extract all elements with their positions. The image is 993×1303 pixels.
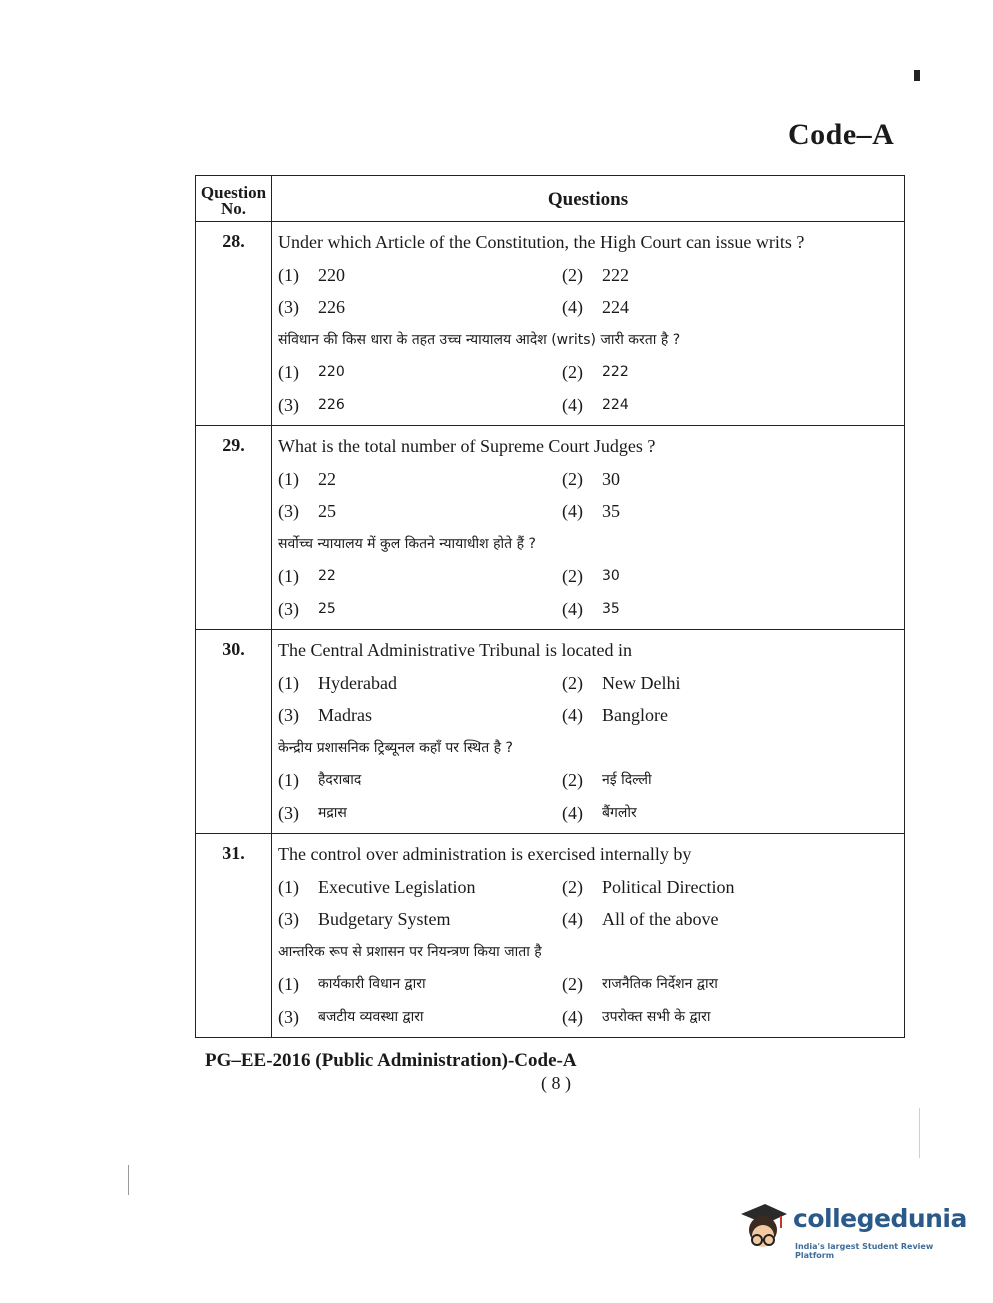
question-text-hindi: संविधान की किस धारा के तहत उच्च न्यायालय आदेश (writs) जारी करता है ?: [278, 331, 681, 348]
option-text: 224: [602, 396, 629, 413]
question-row: [196, 426, 904, 630]
option-number: (1): [278, 770, 299, 790]
question-text-english: The Central Administrative Tribunal is located in: [278, 640, 632, 660]
option-text: 25: [318, 600, 336, 617]
option: [562, 560, 620, 593]
option-text: 226: [318, 396, 345, 413]
option-number: (2): [562, 974, 583, 994]
option-text: 220: [318, 364, 345, 380]
option-number: (2): [562, 362, 583, 382]
option-number: (4): [562, 1006, 583, 1027]
option-text: 35: [602, 600, 620, 617]
question-text-english: What is the total number of Supreme Court Judges ?: [278, 436, 656, 456]
option: [562, 259, 629, 292]
question-row: [196, 630, 904, 834]
question-number: 31.: [196, 834, 272, 1037]
option: [562, 699, 668, 732]
option: [278, 903, 562, 936]
question-text-hindi: केन्द्रीय प्रशासनिक ट्रिब्यूनल कहाँ पर स्थित है ?: [278, 739, 513, 756]
question-text-hindi: सर्वोच्च न्यायालय में कुल कितने न्यायाधीश होते हैं ?: [278, 535, 536, 552]
option-text: बजटीय व्यवस्था द्वारा: [318, 1008, 424, 1025]
option-text: Hyderabad: [318, 672, 397, 693]
option: [562, 1001, 711, 1034]
corner-mark: [914, 70, 920, 81]
option-text: Budgetary System: [318, 909, 451, 929]
option-number: (1): [278, 468, 299, 489]
option-text: नई दिल्ली: [602, 772, 652, 788]
option: [278, 389, 562, 422]
option-number: (2): [562, 566, 583, 586]
option-number: (4): [562, 705, 583, 725]
option: [278, 871, 562, 904]
option-line: [278, 593, 896, 626]
option-number: (2): [562, 876, 583, 897]
option-number: (4): [562, 394, 583, 415]
option-text: New Delhi: [602, 672, 681, 693]
option: [562, 968, 718, 1001]
option: [562, 463, 620, 496]
option: [278, 667, 562, 700]
question-number: 30.: [196, 630, 272, 833]
option-line: [278, 699, 896, 732]
table-header: [196, 176, 904, 222]
option-number: (2): [562, 770, 583, 790]
option-number: (3): [278, 394, 299, 415]
option-line: [278, 389, 896, 422]
option-line: [278, 764, 896, 797]
option-text: 30: [602, 568, 620, 584]
option-text: 22: [318, 468, 336, 489]
margin-line: [128, 1165, 129, 1195]
question-number: 28.: [196, 222, 272, 425]
option-line: [278, 356, 896, 389]
option-text: Political Direction: [602, 876, 735, 897]
option: [562, 291, 629, 324]
option: [278, 593, 562, 626]
option-number: (2): [562, 468, 583, 489]
question-number: 29.: [196, 426, 272, 629]
option-text: राजनैतिक निर्देशन द्वारा: [602, 976, 718, 992]
question-row: [196, 222, 904, 426]
option-number: (3): [278, 1006, 299, 1027]
option-line: [278, 871, 896, 904]
option: [562, 903, 718, 936]
watermark-logo: [735, 1200, 965, 1260]
option: [278, 1001, 562, 1034]
option-text: 224: [602, 297, 629, 317]
option-line: [278, 968, 896, 1001]
option-text: Banglore: [602, 705, 668, 725]
page-number: ( 8 ): [541, 1073, 571, 1093]
option-number: (4): [562, 598, 583, 619]
column-header-questions: Questions: [547, 189, 629, 210]
question-body: [272, 834, 904, 1037]
option-number: (3): [278, 598, 299, 619]
option-line: [278, 291, 896, 324]
option-text: 222: [602, 364, 629, 380]
option-line: [278, 667, 896, 700]
option-text: 222: [602, 264, 629, 285]
option: [278, 764, 562, 797]
option-text: बैंगलोर: [602, 804, 637, 821]
question-rows: [196, 222, 904, 1037]
question-body: [272, 630, 904, 833]
option: [278, 463, 562, 496]
option: [562, 667, 680, 700]
option-line: [278, 560, 896, 593]
option-number: (3): [278, 501, 299, 521]
option-line: [278, 495, 896, 528]
option: [562, 764, 652, 797]
option-text: Executive Legislation: [318, 876, 476, 897]
paper-code-heading: Code–A: [788, 118, 895, 151]
option: [278, 968, 562, 1001]
option: [278, 356, 562, 389]
option: [278, 495, 562, 528]
option: [562, 797, 637, 830]
option-text: 22: [318, 568, 336, 584]
option: [562, 495, 620, 528]
option-number: (1): [278, 974, 299, 994]
option-number: (2): [562, 264, 583, 285]
option-text: 226: [318, 297, 345, 317]
mascot-icon: [735, 1200, 791, 1258]
option: [562, 871, 734, 904]
option-text: कार्यकारी विधान द्वारा: [318, 976, 426, 992]
option: [278, 291, 562, 324]
option-number: (2): [562, 672, 583, 693]
option-number: (4): [562, 909, 583, 929]
margin-line: [919, 1108, 920, 1158]
option: [278, 259, 562, 292]
question-text-hindi: आन्तरिक रूप से प्रशासन पर नियन्त्रण किया जाता है: [278, 943, 542, 960]
option-number: (1): [278, 264, 299, 285]
option-number: (1): [278, 566, 299, 586]
question-row: [196, 834, 904, 1037]
option-number: (3): [278, 705, 299, 725]
option-number: (1): [278, 672, 299, 693]
option-number: (3): [278, 802, 299, 823]
option-line: [278, 1001, 896, 1034]
option-number: (4): [562, 802, 583, 823]
option-line: [278, 463, 896, 496]
option: [278, 560, 562, 593]
option-text: All of the above: [602, 909, 719, 929]
option-number: (1): [278, 362, 299, 382]
option-text: उपरोक्त सभी के द्वारा: [602, 1008, 711, 1025]
option-number: (4): [562, 501, 583, 521]
option-text: मद्रास: [318, 804, 347, 821]
watermark-tagline: India's largest Student Review Platform: [795, 1242, 934, 1260]
column-header-question-no: Question No.: [196, 176, 272, 221]
option-text: 35: [602, 501, 620, 521]
option-number: (3): [278, 297, 299, 317]
option-line: [278, 797, 896, 830]
option-number: (4): [562, 297, 583, 317]
option-number: (1): [278, 876, 299, 897]
option-text: Madras: [318, 705, 372, 725]
question-body: [272, 222, 904, 425]
watermark-brand: collegedunia: [793, 1204, 967, 1233]
question-text-english: The control over administration is exercised internally by: [278, 844, 692, 864]
question-table: [195, 175, 905, 1038]
option-text: 220: [318, 264, 345, 285]
option: [562, 356, 629, 389]
option-text: 25: [318, 501, 336, 521]
option: [278, 797, 562, 830]
question-text-english: Under which Article of the Constitution, the High Court can issue writs ?: [278, 232, 805, 252]
option: [562, 593, 620, 626]
option-text: 30: [602, 468, 620, 489]
option-line: [278, 259, 896, 292]
option: [278, 699, 562, 732]
footer-paper-title: PG–EE-2016 (Public Administration)-Code-A: [205, 1050, 577, 1071]
option-text: हैदराबाद: [318, 772, 362, 788]
option-number: (3): [278, 909, 299, 929]
option-line: [278, 903, 896, 936]
question-body: [272, 426, 904, 629]
option: [562, 389, 629, 422]
